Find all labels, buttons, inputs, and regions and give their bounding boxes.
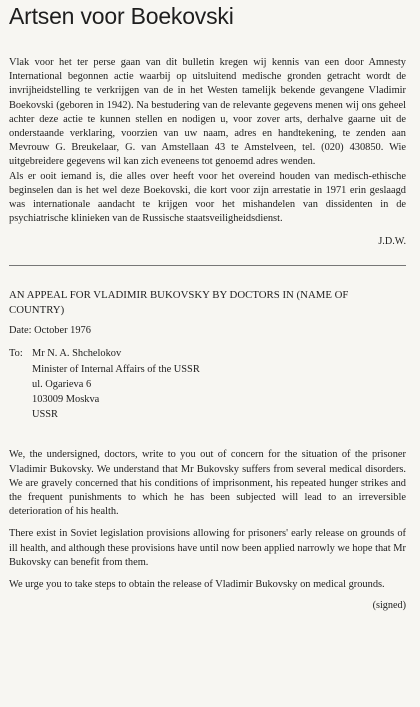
address-line: Mr N. A. Shchelokov [32,348,122,360]
address-line: Minister of Internal Affairs of the USSR [32,363,200,375]
dutch-paragraph: Als er ooit iemand is, die alles over heeft voor het overeind houden van medisch-ethische beginselen dan is het wel deze Boekovski, die kort voor zijn arrestatie in 1971 erin geslaagd was internationale aandacht te krijgen voor het mishandelen van dissidenten in de psychiatrische klinieken van de Russische staatsveiligheidsdienst. [9,170,406,225]
address-line: 103009 Moskva [32,394,100,406]
address-line: USSR [32,409,58,421]
appeal-body [9,448,406,592]
appeal-title: AN APPEAL FOR VLADIMIR BUKOVSKY BY DOCTORS IN (NAME OF COUNTRY) [9,289,349,317]
recipient-address [9,346,406,422]
dutch-article [9,56,406,226]
appeal-paragraph: We urge you to take steps to obtain the release of Vladimir Bukovsky on medical grounds. [9,579,385,591]
author-signature: J.D.W. [378,236,406,248]
appeal-date: Date: October 1976 [9,325,91,337]
address-line: ul. Ogarieva 6 [32,378,92,390]
section-divider [9,265,406,266]
appeal-paragraph: There exist in Soviet legislation provisions allowing for prisoners' early release on grounds of ill health, and although these provisions have until now been applied narrowly we hope that Mr Bukovsky can benefit from them. [9,528,406,568]
dutch-paragraph: Vlak voor het ter perse gaan van dit bulletin kregen wij kennis van een door Amnesty International begonnen actie waarbij op uitsluitend medische gronden getracht wordt de invrijheidstelling te verkrijgen van de in het Westen tamelijk bekende gevangene Vladimir Boekovski (geboren in 1942). Na bestudering van de relevante gegevens menen wij ons geheel achter deze actie te kunnen stellen en nodigen u, voor zover arts, derhalve gaarne uit de onderstaande verklaring, voorzien van uw naam, adres en handtekening, te zenden aan Mevrouw G. Breukelaar, G. van Amstellaan 43 te Amstelveen, tel. (020) 430850. Wie uitgebreidere gegevens wil kan zich eveneens tot genoemd adres wenden. [9,57,406,168]
appeal-paragraph: We, the undersigned, doctors, write to you out of concern for the situation of the prisoner Vladimir Bukovsky. We understand that Mr Bukovsky suffers from several medical disorders. We are gravely concerned that his conditions of imprisonment, his repeated hunger strikes and the frequent punishments to which he has been subjected will lead to an irreversible deterioration of his health. [9,449,406,518]
signed-label: (signed) [372,600,406,612]
to-label: To: [9,348,23,360]
address-lines [32,346,200,422]
page-title: Artsen voor Boekovski [9,3,234,29]
